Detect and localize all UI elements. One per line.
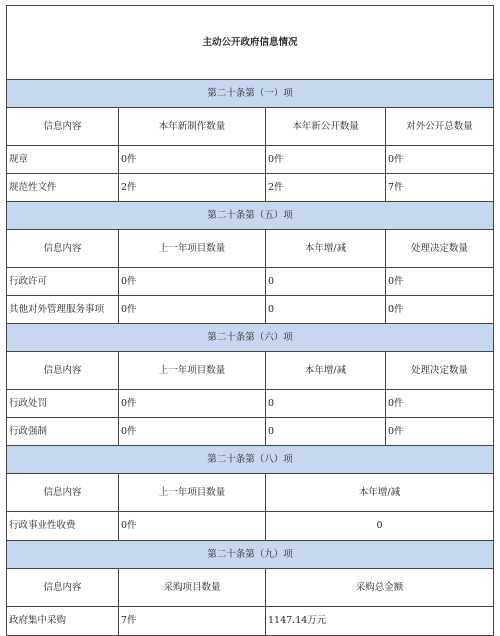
section-heading: 第二十条第（六）项 — [7, 324, 494, 352]
table-cell: 政府集中采购 — [7, 607, 119, 636]
column-header: 本年新制作数量 — [119, 108, 266, 146]
section-heading: 第二十条第（九）项 — [7, 541, 494, 569]
table-row — [7, 390, 494, 418]
table-cell: 行政事业性收费 — [7, 512, 119, 541]
column-header: 本年新公开数量 — [266, 108, 386, 146]
table-row — [7, 174, 494, 202]
column-header: 信息内容 — [7, 569, 119, 607]
column-header-row — [7, 474, 494, 512]
table-cell: 规范性文件 — [7, 174, 119, 202]
column-header: 信息内容 — [7, 108, 119, 146]
table-cell: 行政许可 — [7, 268, 119, 296]
table-row — [7, 296, 494, 324]
column-header: 本年增/减 — [266, 474, 494, 512]
table-cell: 0件 — [119, 268, 266, 296]
table-cell: 2件 — [266, 174, 386, 202]
column-header: 处理决定数量 — [386, 352, 494, 390]
table-cell: 行政强制 — [7, 418, 119, 446]
table-cell: 2件 — [119, 174, 266, 202]
column-header: 上一年项目数量 — [119, 352, 266, 390]
column-header: 信息内容 — [7, 230, 119, 268]
table-cell: 1147.14万元 — [266, 607, 494, 636]
table-cell: 0件 — [386, 390, 494, 418]
table-cell: 7件 — [386, 174, 494, 202]
table-cell: 0 — [266, 296, 386, 324]
page-title: 主动公开政府信息情况 — [7, 6, 494, 80]
table-cell: 规章 — [7, 146, 119, 174]
table-row — [7, 418, 494, 446]
column-header: 处理决定数量 — [386, 230, 494, 268]
table-row — [7, 268, 494, 296]
column-header-row — [7, 230, 494, 268]
column-header-row — [7, 569, 494, 607]
section-heading: 第二十条第（五）项 — [7, 202, 494, 230]
table-cell: 其他对外管理服务事项 — [7, 296, 119, 324]
table-cell: 行政处罚 — [7, 390, 119, 418]
section-heading-row — [7, 541, 494, 569]
table-cell: 0件 — [386, 268, 494, 296]
section-heading: 第二十条第（八）项 — [7, 446, 494, 474]
section-heading: 第二十条第（一）项 — [7, 80, 494, 108]
table-cell: 7件 — [119, 607, 266, 636]
title-row — [7, 6, 494, 80]
table-cell: 0件 — [386, 296, 494, 324]
table-row — [7, 512, 494, 541]
section-heading-row — [7, 324, 494, 352]
section-heading-row — [7, 446, 494, 474]
column-header-row — [7, 108, 494, 146]
disclosure-sheet — [6, 5, 493, 636]
column-header: 采购总金额 — [266, 569, 494, 607]
disclosure-table — [6, 5, 494, 636]
section-heading-row — [7, 80, 494, 108]
table-cell: 0件 — [266, 146, 386, 174]
column-header: 上一年项目数量 — [119, 474, 266, 512]
table-cell: 0件 — [386, 146, 494, 174]
column-header: 本年增/减 — [266, 352, 386, 390]
table-cell: 0件 — [119, 296, 266, 324]
column-header: 信息内容 — [7, 474, 119, 512]
table-cell: 0 — [266, 418, 386, 446]
table-cell: 0件 — [119, 512, 266, 541]
table-cell: 0 — [266, 390, 386, 418]
table-row — [7, 146, 494, 174]
column-header-row — [7, 352, 494, 390]
column-header: 信息内容 — [7, 352, 119, 390]
column-header: 采购项目数量 — [119, 569, 266, 607]
table-cell: 0件 — [119, 390, 266, 418]
table-cell: 0件 — [119, 418, 266, 446]
table-row — [7, 607, 494, 636]
table-cell: 0件 — [119, 146, 266, 174]
column-header: 本年增/减 — [266, 230, 386, 268]
table-cell: 0件 — [386, 418, 494, 446]
table-cell: 0 — [266, 512, 494, 541]
column-header: 上一年项目数量 — [119, 230, 266, 268]
column-header: 对外公开总数量 — [386, 108, 494, 146]
section-heading-row — [7, 202, 494, 230]
table-cell: 0 — [266, 268, 386, 296]
